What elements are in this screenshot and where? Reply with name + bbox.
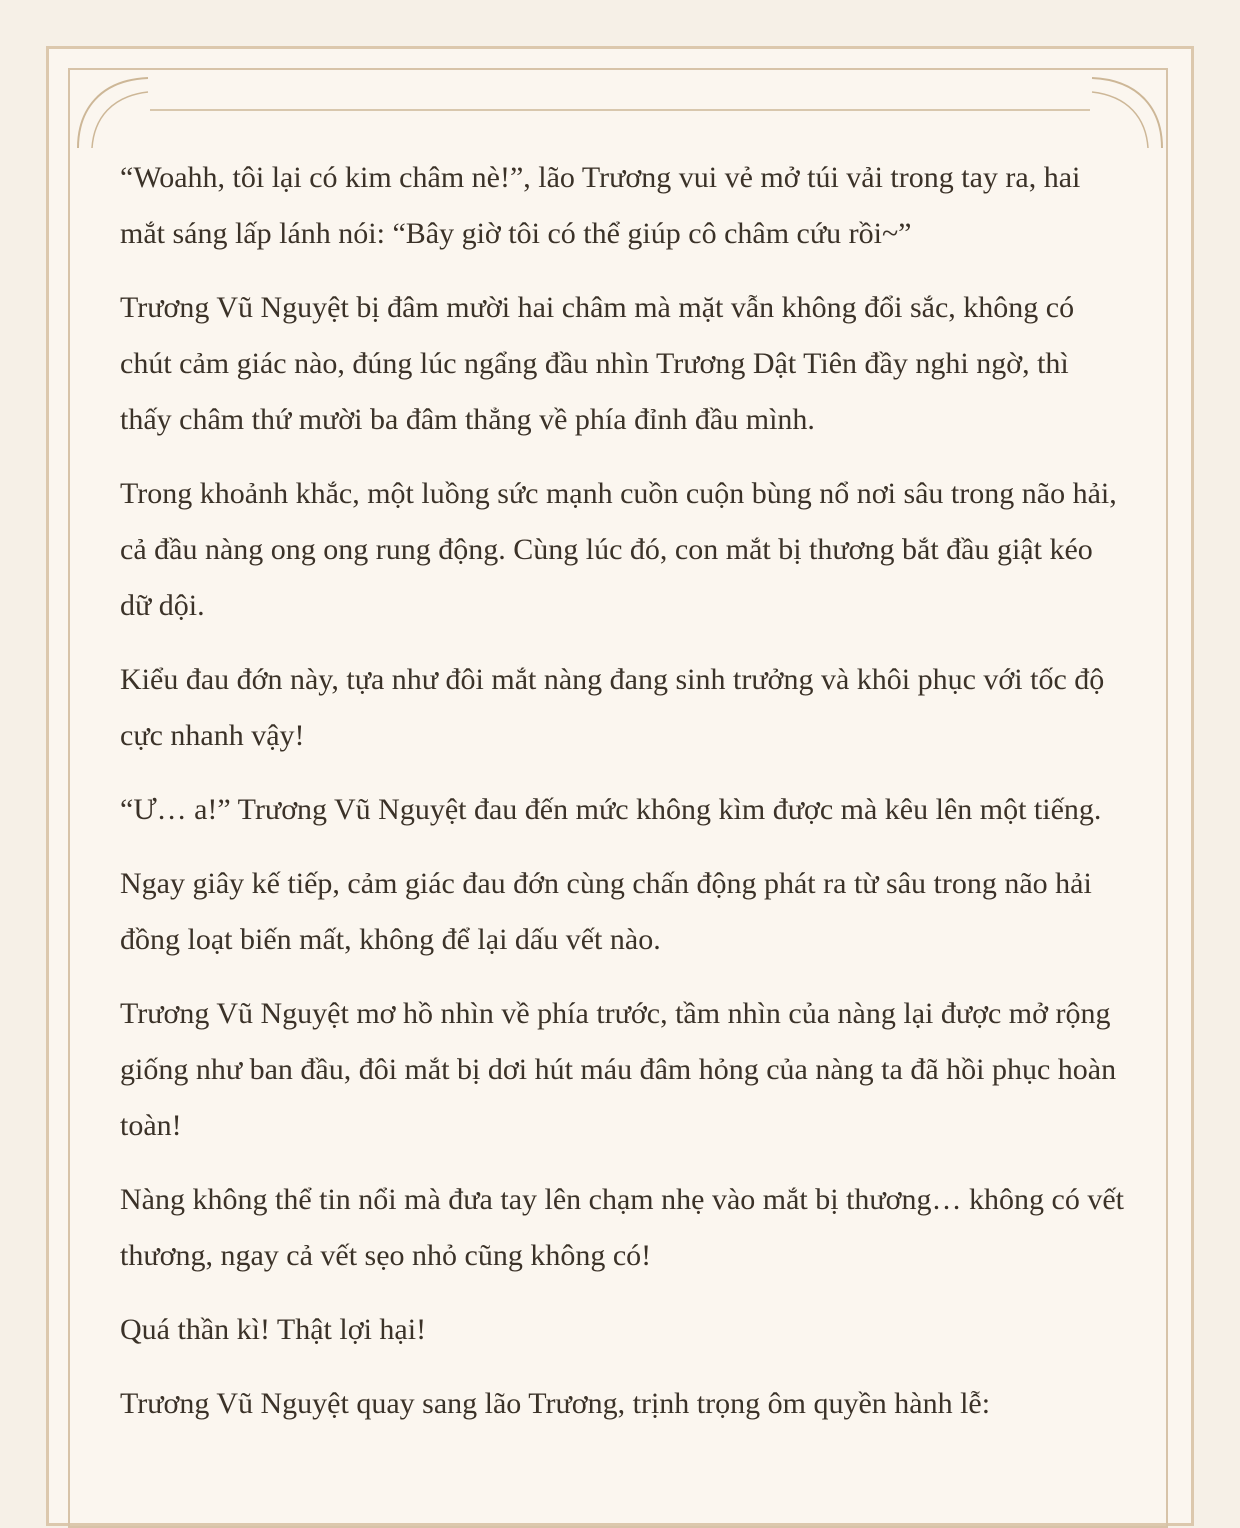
paragraph: Trương Vũ Nguyệt bị đâm mười hai châm mà mặt vẫn không đổi sắc, không có chút cảm giác nào, đúng lúc ngẩng đầu nhìn Trương Dật Tiên đầy nghi ngờ, thì thấy châm thứ mười ba đâm thẳng về phía đỉnh đầu mình. [120,291,1075,436]
paragraph: Trương Vũ Nguyệt mơ hồ nhìn về phía trước, tầm nhìn của nàng lại được mở rộng giống như ban đầu, đôi mắt bị dơi hút máu đâm hỏng của nàng ta đã hồi phục hoàn toàn! [120,997,1117,1142]
paragraph: “Ư… a!” Trương Vũ Nguyệt đau đến mức không kìm được mà kêu lên một tiếng. [120,793,1102,826]
paragraph: Kiểu đau đớn này, tựa như đôi mắt nàng đang sinh trưởng và khôi phục với tốc độ cực nhanh vậy! [120,663,1105,752]
paragraph: Trương Vũ Nguyệt quay sang lão Trương, trịnh trọng ôm quyền hành lễ: [120,1387,991,1420]
paragraph: “Woahh, tôi lại có kim châm nè!”, lão Trương vui vẻ mở túi vải trong tay ra, hai mắt sáng lấp lánh nói: “Bây giờ tôi có thể giúp cô châm cứu rồi~” [120,161,1081,250]
paragraph: Quá thần kì! Thật lợi hại! [120,1313,427,1346]
paragraph: Nàng không thể tin nổi mà đưa tay lên chạm nhẹ vào mắt bị thương… không có vết thương, ngay cả vết sẹo nhỏ cũng không có! [120,1183,1125,1272]
paragraph: Ngay giây kế tiếp, cảm giác đau đớn cùng chấn động phát ra từ sâu trong não hải đồng loạt biến mất, không để lại dấu vết nào. [120,867,1092,956]
article-body [120,150,1124,1450]
paragraph: Trong khoảnh khắc, một luồng sức mạnh cuồn cuộn bùng nổ nơi sâu trong não hải, cả đầu nàng ong ong rung động. Cùng lúc đó, con mắt bị thương bắt đầu giật kéo dữ dội. [120,477,1117,622]
